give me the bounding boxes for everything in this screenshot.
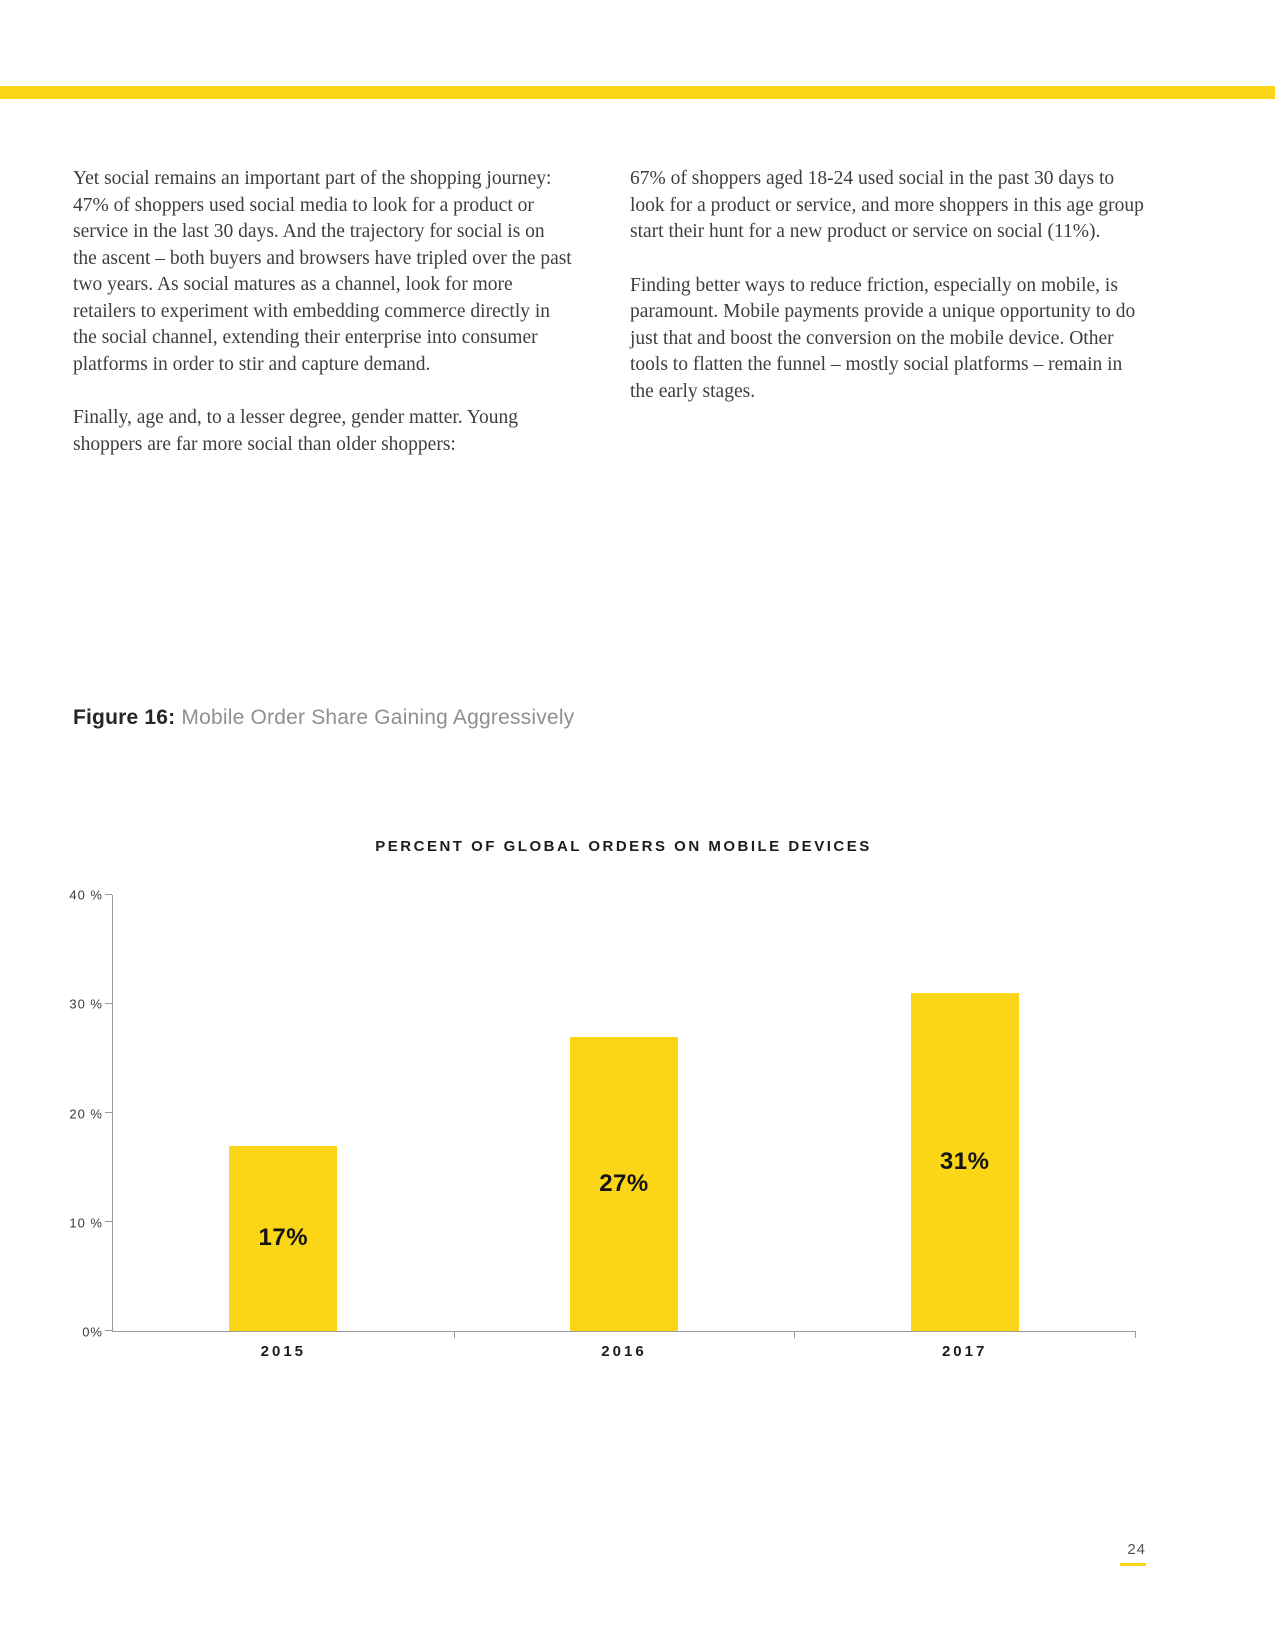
y-axis-tick-mark — [105, 1330, 112, 1331]
chart-y-axis — [30, 887, 103, 1340]
y-axis-tick-label: 20 % — [69, 1106, 103, 1121]
figure-title: Mobile Order Share Gaining Aggressively — [175, 706, 575, 729]
x-axis-category-label: 2015 — [260, 1343, 307, 1360]
y-axis-tick-mark — [105, 894, 112, 895]
y-axis-tick-label: 40 % — [69, 887, 103, 903]
y-axis-tick-mark — [105, 1221, 112, 1222]
figure-caption — [73, 706, 574, 730]
figure-label: Figure 16: — [73, 706, 176, 729]
x-axis-tick-mark — [454, 1331, 455, 1338]
body-text-left-column — [73, 166, 573, 485]
x-axis-tick-mark — [1135, 1331, 1136, 1338]
paragraph: Finally, age and, to a lesser degree, gender matter. Young shoppers are far more social than older shoppers: — [73, 407, 518, 455]
top-accent-bar — [0, 86, 1275, 99]
bar-group-2017 — [794, 895, 1135, 1360]
page-number-underline — [1120, 1563, 1146, 1566]
page-number: 24 — [1127, 1541, 1146, 1558]
y-axis-tick-mark — [105, 1003, 112, 1004]
bar-value-label: 27% — [599, 1169, 649, 1197]
page-footer — [1100, 1541, 1146, 1566]
y-axis-tick-label: 0% — [82, 1324, 103, 1340]
body-text-right-column — [630, 166, 1146, 432]
chart-title: PERCENT OF GLOBAL ORDERS ON MOBILE DEVICES — [375, 838, 872, 855]
y-axis-tick-mark — [105, 1112, 112, 1113]
bar-chart-plot-area — [112, 895, 1135, 1360]
paragraph: 67% of shoppers aged 18-24 used social in the past 30 days to look for a product or service, and more shoppers in this age group start their hunt for a new product or service on social (11%). — [630, 168, 1144, 242]
x-axis-category-label: 2017 — [941, 1343, 988, 1360]
bar-2017 — [911, 993, 1019, 1331]
bar-2016 — [570, 1037, 678, 1331]
bar-value-label: 17% — [258, 1224, 309, 1252]
y-axis-tick-label: 30 % — [69, 996, 103, 1012]
y-axis-tick-label: 10 % — [69, 1215, 103, 1231]
bar-group-2016 — [454, 895, 795, 1360]
x-axis-tick-mark — [794, 1331, 795, 1338]
bar-2015 — [229, 1146, 337, 1331]
bar-group-2015 — [113, 895, 454, 1360]
x-axis-category-label: 2016 — [601, 1343, 647, 1360]
paragraph: Finding better ways to reduce friction, especially on mobile, is paramount. Mobile payments provide a unique opportunity to do just that and boost the conversion on the mobile device. Other tools to flatten the funnel – mostly social platforms – remain in the early stages. — [630, 274, 1136, 402]
paragraph: Yet social remains an important part of the shopping journey: 47% of shoppers used social media to look for a product or service in the last 30 days. And the trajectory for social is on the ascent – both buyers and browsers have tripled over the past two years. As social matures as a channel, look for more retailers to experiment with embedding commerce directly in the social channel, extending their enterprise into consumer platforms in order to stir and capture demand. — [73, 168, 572, 375]
bar-value-label: 31% — [939, 1148, 990, 1176]
